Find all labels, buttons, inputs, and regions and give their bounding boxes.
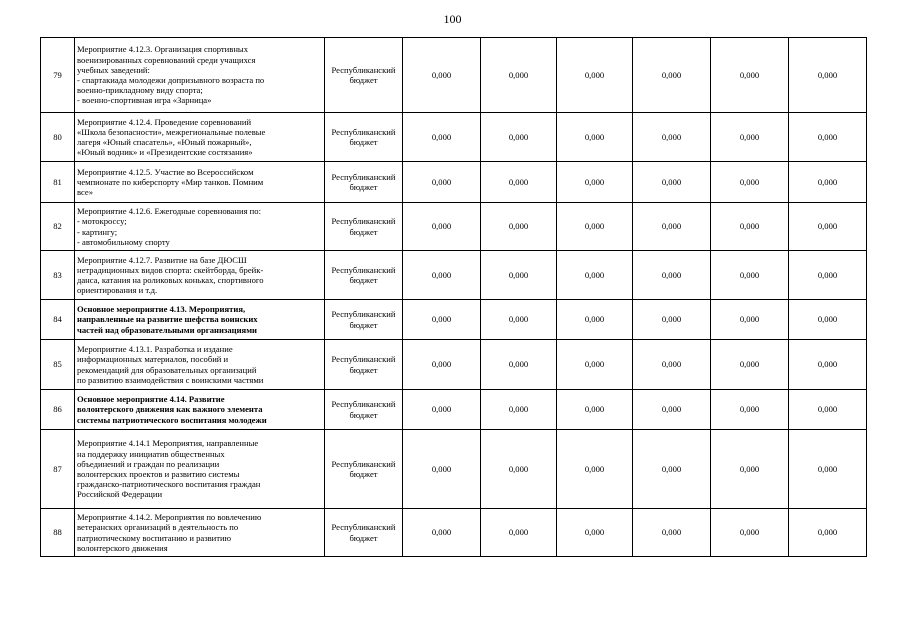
table-row — [41, 203, 867, 251]
funding-source: Республиканский бюджет — [325, 203, 403, 251]
row-number: 79 — [41, 38, 75, 113]
funding-value: 0,000 — [403, 509, 481, 557]
funding-value: 0,000 — [789, 38, 867, 113]
funding-value: 0,000 — [711, 203, 789, 251]
funding-value: 0,000 — [481, 162, 557, 203]
funding-value: 0,000 — [557, 340, 633, 390]
row-number: 85 — [41, 340, 75, 390]
row-number: 84 — [41, 300, 75, 340]
funding-value: 0,000 — [633, 113, 711, 162]
row-number: 80 — [41, 113, 75, 162]
funding-value: 0,000 — [557, 38, 633, 113]
funding-value: 0,000 — [789, 509, 867, 557]
funding-value: 0,000 — [789, 162, 867, 203]
funding-source: Республиканский бюджет — [325, 390, 403, 430]
funding-value: 0,000 — [789, 300, 867, 340]
funding-value: 0,000 — [633, 390, 711, 430]
funding-value: 0,000 — [557, 162, 633, 203]
funding-value: 0,000 — [557, 113, 633, 162]
funding-value: 0,000 — [711, 390, 789, 430]
row-number: 87 — [41, 430, 75, 509]
activity-name: Мероприятие 4.12.5. Участие во Всероссийском чемпионате по киберспорту «Мир танков. Помним все» — [75, 162, 325, 203]
activity-name: Мероприятие 4.13.1. Разработка и издание информационных материалов, пособий и рекомендаций для образовательных организаций по развитию взаимодействия с воинскими частями — [75, 340, 325, 390]
funding-source: Республиканский бюджет — [325, 509, 403, 557]
funding-value: 0,000 — [403, 251, 481, 300]
activity-name: Основное мероприятие 4.14. Развитие волонтерского движения как важного элемента системы патриотического воспитания молодежи — [75, 390, 325, 430]
funding-value: 0,000 — [557, 390, 633, 430]
funding-value: 0,000 — [789, 340, 867, 390]
activity-name: Мероприятие 4.14.1 Мероприятия, направленные на поддержку инициатив общественных объединений и граждан по реализации волонтерских проектов и развитию системы гражданско-патриотического воспитания граждан Российской Федерации — [75, 430, 325, 509]
funding-value: 0,000 — [711, 430, 789, 509]
funding-value: 0,000 — [481, 113, 557, 162]
funding-value: 0,000 — [789, 113, 867, 162]
funding-value: 0,000 — [789, 430, 867, 509]
table-row — [41, 162, 867, 203]
funding-value: 0,000 — [633, 203, 711, 251]
row-number: 83 — [41, 251, 75, 300]
funding-value: 0,000 — [481, 430, 557, 509]
table-body — [41, 38, 867, 557]
funding-value: 0,000 — [557, 251, 633, 300]
funding-value: 0,000 — [403, 300, 481, 340]
table-row — [41, 340, 867, 390]
table-row — [41, 300, 867, 340]
funding-value: 0,000 — [633, 38, 711, 113]
table-row — [41, 113, 867, 162]
funding-source: Республиканский бюджет — [325, 38, 403, 113]
table-row — [41, 38, 867, 113]
table-row — [41, 251, 867, 300]
funding-value: 0,000 — [403, 203, 481, 251]
funding-value: 0,000 — [633, 300, 711, 340]
funding-source: Республиканский бюджет — [325, 340, 403, 390]
funding-value: 0,000 — [711, 340, 789, 390]
funding-source: Республиканский бюджет — [325, 300, 403, 340]
funding-value: 0,000 — [789, 251, 867, 300]
funding-value: 0,000 — [481, 251, 557, 300]
funding-value: 0,000 — [789, 203, 867, 251]
funding-value: 0,000 — [711, 251, 789, 300]
funding-source: Республиканский бюджет — [325, 430, 403, 509]
funding-value: 0,000 — [633, 251, 711, 300]
funding-value: 0,000 — [711, 113, 789, 162]
funding-value: 0,000 — [403, 113, 481, 162]
page-number: 100 — [443, 12, 462, 26]
funding-value: 0,000 — [403, 38, 481, 113]
activity-name: Мероприятие 4.12.7. Развитие на базе ДЮСШ нетрадиционных видов спорта: скейтборда, брейк- данса, катания на роликовых коньках, спортивного ориентирования и т.д. — [75, 251, 325, 300]
funding-value: 0,000 — [633, 430, 711, 509]
row-number: 86 — [41, 390, 75, 430]
funding-value: 0,000 — [481, 38, 557, 113]
funding-value: 0,000 — [557, 203, 633, 251]
budget-table — [40, 37, 867, 557]
funding-value: 0,000 — [481, 390, 557, 430]
row-number: 81 — [41, 162, 75, 203]
funding-value: 0,000 — [403, 340, 481, 390]
funding-source: Республиканский бюджет — [325, 113, 403, 162]
funding-value: 0,000 — [403, 162, 481, 203]
funding-value: 0,000 — [557, 430, 633, 509]
activity-name: Мероприятие 4.12.6. Ежегодные соревнования по: - мотокроссу; - картингу; - автомобильному спорту — [75, 203, 325, 251]
funding-value: 0,000 — [403, 390, 481, 430]
table-row — [41, 509, 867, 557]
funding-value: 0,000 — [633, 340, 711, 390]
funding-value: 0,000 — [557, 300, 633, 340]
activity-name: Основное мероприятие 4.13. Мероприятия, направленные на развитие шефства воинских частей над образовательными организациями — [75, 300, 325, 340]
funding-value: 0,000 — [557, 509, 633, 557]
funding-value: 0,000 — [711, 509, 789, 557]
funding-value: 0,000 — [481, 340, 557, 390]
funding-value: 0,000 — [711, 300, 789, 340]
funding-value: 0,000 — [789, 390, 867, 430]
funding-value: 0,000 — [403, 430, 481, 509]
funding-value: 0,000 — [481, 509, 557, 557]
funding-source: Республиканский бюджет — [325, 251, 403, 300]
funding-value: 0,000 — [633, 509, 711, 557]
funding-value: 0,000 — [481, 300, 557, 340]
activity-name: Мероприятие 4.14.2. Мероприятия по вовлечению ветеранских организаций в деятельность по патриотическому воспитанию и развитию волонтерского движения — [75, 509, 325, 557]
funding-source: Республиканский бюджет — [325, 162, 403, 203]
row-number: 88 — [41, 509, 75, 557]
activity-name: Мероприятие 4.12.4. Проведение соревнований «Школа безопасности», межрегиональные полевые лагеря «Юный спасатель», «Юный пожарный», «Юный водник» и «Президентские состязания» — [75, 113, 325, 162]
funding-value: 0,000 — [711, 162, 789, 203]
table-row — [41, 430, 867, 509]
table-row — [41, 390, 867, 430]
funding-value: 0,000 — [481, 203, 557, 251]
row-number: 82 — [41, 203, 75, 251]
funding-value: 0,000 — [711, 38, 789, 113]
funding-value: 0,000 — [633, 162, 711, 203]
activity-name: Мероприятие 4.12.3. Организация спортивных военизированных соревнований среди учащихся учебных заведений: - спартакиада молодежи допризывного возраста по военно-прикладному виду спорта; - военно-спортивная игра «Зарница» — [75, 38, 325, 113]
